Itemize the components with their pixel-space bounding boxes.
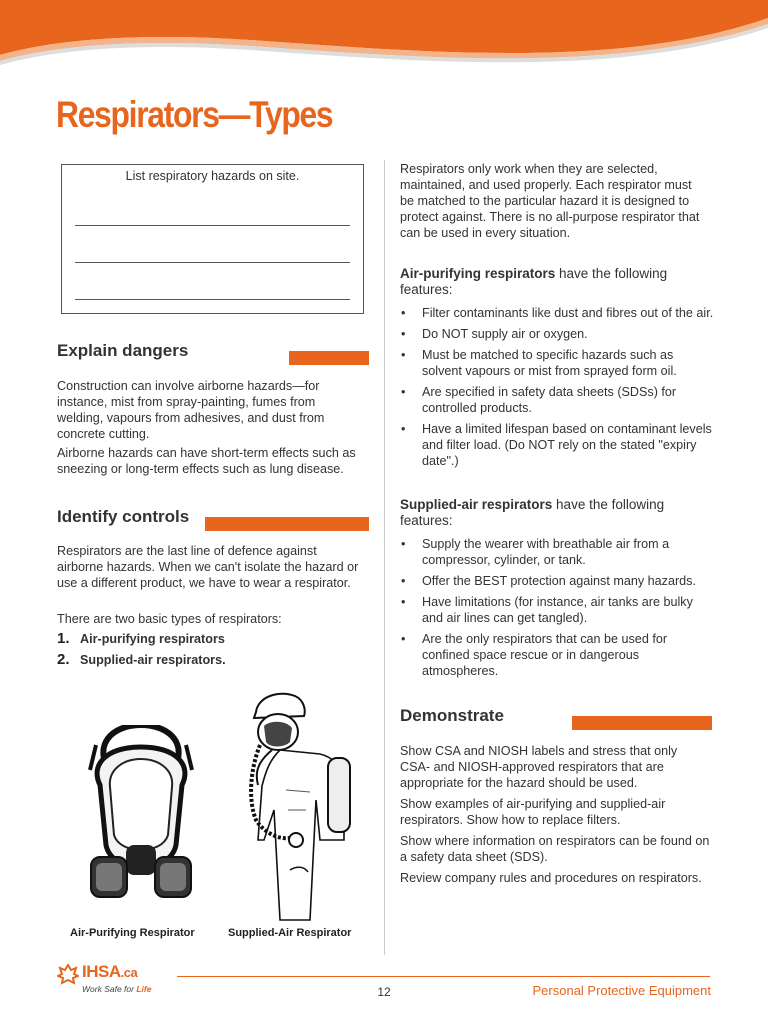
demonstrate-paragraph-4: Review company rules and procedures on respirators. (400, 871, 702, 885)
page-number: 12 (377, 985, 391, 999)
list-item: • Have limitations (for instance, air tanks are bulky and air lines can get tangled). (401, 595, 693, 625)
hazard-box-prompt: List respiratory hazards on site. (125, 169, 300, 183)
write-line[interactable] (75, 299, 350, 300)
list-item: • Do NOT supply air or oxygen. (401, 327, 588, 341)
logo-brand-suffix: .ca (120, 965, 138, 980)
demonstrate-paragraph-3: Show where information on respirators can be found on a safety data sheet (SDS). (400, 834, 710, 864)
supplied-air-lead: Supplied-air respirators have the following features: (400, 497, 665, 528)
logo-tagline: Work Safe for (82, 984, 137, 994)
header-banner (0, 0, 768, 80)
air-purifying-features (400, 305, 715, 474)
air-purifying-respirator-illustration (86, 725, 196, 915)
write-line[interactable] (75, 262, 350, 263)
heading-accent-bar (205, 517, 369, 531)
page-title: Respirators—Types (56, 94, 333, 135)
demonstrate-paragraph-2: Show examples of air-purifying and supplied-air respirators. Show how to replace filters. (400, 797, 666, 827)
heading-accent-bar (572, 716, 712, 730)
write-line[interactable] (75, 225, 350, 226)
intro-paragraph: Respirators only work when they are selected, maintained, and used properly. Each respirator must be matched to the particular hazard it is designed to protect against. There is no all-purpose respirator that can be used in every situation. (400, 162, 700, 240)
list-item: • Offer the BEST protection against many hazards. (401, 574, 696, 588)
list-item: • Are the only respirators that can be used for confined space rescue or in dangerous atmospheres. (401, 632, 668, 678)
list-item: 2. Supplied-air respirators. (57, 651, 226, 668)
maple-leaf-icon (57, 964, 79, 986)
explain-paragraph-1: Construction can involve airborne hazards—for instance, mist from spray-painting, fumes from welding, vapours from adhesives, and dust from concrete cutting. (57, 379, 325, 441)
caption-supplied-air: Supplied-Air Respirator (228, 927, 352, 939)
list-item: 1. Air-purifying respirators (57, 630, 225, 647)
identify-paragraph-2: There are two basic types of respirators: (57, 612, 282, 626)
identify-paragraph-1: Respirators are the last line of defence against airborne hazards. When we can't isolate the hazard or use a different product, we have to wear a respirator. (57, 544, 359, 590)
hazard-list-box (61, 164, 364, 314)
respirator-types-list (57, 632, 369, 674)
list-item: • Are specified in safety data sheets (SDSs) for controlled products. (401, 385, 677, 415)
footer-section-title: Personal Protective Equipment (532, 983, 711, 998)
logo-tagline-life: Life (136, 984, 152, 994)
caption-air-purifying: Air-Purifying Respirator (70, 927, 195, 939)
heading-accent-bar (289, 351, 369, 365)
supplied-air-respirator-illustration (240, 690, 360, 925)
air-purifying-lead: Air-purifying respirators have the following features: (400, 266, 668, 297)
list-item: • Have a limited lifespan based on contaminant levels and filter load. (Do NOT rely on the stated "expiry date".) (401, 422, 712, 468)
demonstrate-heading: Demonstrate (400, 706, 712, 730)
demonstrate-paragraph-1: Show CSA and NIOSH labels and stress that only CSA- and NIOSH-approved respirators that are appropriate for the hazard should be used. (400, 744, 678, 790)
list-item: • Supply the wearer with breathable air from a compressor, cylinder, or tank. (401, 537, 670, 567)
list-item: • Filter contaminants like dust and fibres out of the air. (401, 306, 714, 320)
identify-controls-heading: Identify controls (57, 507, 369, 531)
footer-rule (177, 976, 710, 977)
supplied-air-features (400, 536, 715, 684)
logo-brand: IHSA (82, 962, 121, 981)
list-item: • Must be matched to specific hazards such as solvent vapours or mist from sprayed form oil. (401, 348, 677, 378)
explain-paragraph-2: Airborne hazards can have short-term effects such as sneezing or long-term effects such as lung disease. (57, 446, 356, 476)
explain-dangers-heading: Explain dangers (57, 341, 369, 365)
column-divider (384, 160, 385, 955)
